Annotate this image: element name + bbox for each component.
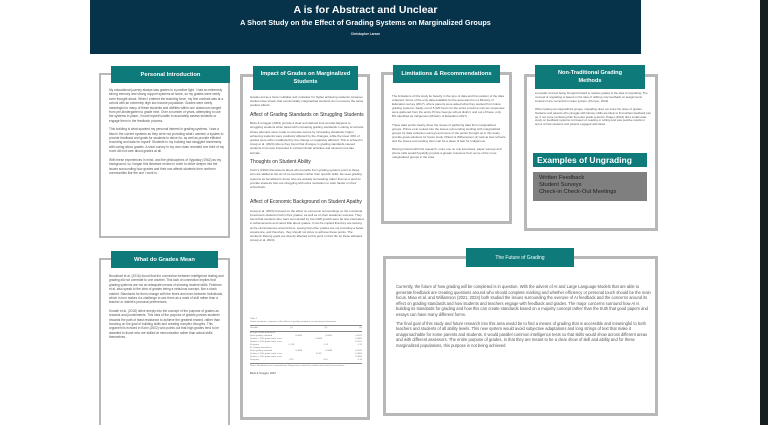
window-edge	[760, 0, 768, 425]
future-of-grading-text	[396, 284, 652, 352]
personal-introduction-text	[109, 88, 225, 179]
paragraph: The final goal of this study and future research into this area would be to find a means of grading that is accessible and meaningful to both teachers and students of all ability levels. This new system would avoid subjective adaptations and long strings of text that make it unapproachable for some parents and students. It would parallel common intelligence tests so that skills would show across different areas and with different assessors. The entire purpose of grades, in that they are meant to be a clear show of skill and ability and for these marginalized populations, this purpose is not being achieved	[396, 320, 648, 348]
betts-grogger-table	[250, 318, 362, 375]
heading-limitations: Limitations & Recommendations	[393, 65, 500, 83]
impact-text	[250, 95, 364, 246]
table-row: Student > 30th grade math score 0.0071	[250, 341, 362, 344]
paragraph: Moving forward with this research, more one on one interviews, paper surveys and phone calls would hopefully provide a greater response from some of the more marginalized groups in the area.	[392, 147, 502, 160]
paragraph: Currently, the future of how grading will be completed is in question. With the advent of AI and Large Language Models that are able to generate feedback are creating questions around who should complete marking and whether efficiency or personal touch should be the main focus. Miao et al. and Williamson (2021; 2024) both studied the issues surrounding the overuse of AI feedback and the concerns around its effect on grading standards and how students and teachers engage with feedback and grades. The major concerns surround how AI is building its standards for grading and how this can create standards based on a majority concept rather than the truth that good papers and essays can have many different forms.	[396, 284, 651, 317]
table-row: State grading standard 0.0063 0.0041 0.0072	[250, 335, 362, 338]
table-row: B. College attendance	[250, 347, 272, 350]
table-source: Betts & Grogger, 2003	[250, 371, 276, 375]
poster-subtitle: A Short Study on the Effect of Grading Systems on Marginalized Groups	[240, 18, 491, 27]
non-traditional-text	[535, 92, 651, 131]
heading-personal-introduction: Personal Introduction	[111, 66, 230, 83]
example-item: Check-in Check-Out Meetings	[539, 189, 617, 195]
paragraph: This building is what sparked my personal interest in grading systems. I saw a flaw in the current systems as they were not providing what I wanted: a system to provide feedback and goals for students to strive for, as well as provide efficient recording and data for myself. Students in my building had struggled immensely with caring about grades. A short survey in my own class revealed one third of my room did not care about grades at all.	[109, 127, 224, 154]
poster-title: A is for Abstract and Unclear	[293, 4, 438, 16]
example-item: Student Surveys	[539, 182, 582, 188]
paragraph: The limitations of this study lie heavily in the type of data and the location of the data collected. Some of the only data available for the area was from a Ministry of Education survey (2017), where parents were asked what they wanted from future grading systems. Sadly, out of 5,320 forms for the entire province only ten responses were gathered from the entire Prince George school district, and out of these, only 8% identified as Indigenous (Ministry of Education 2017).	[392, 94, 505, 119]
table-row: Student < 30th grade math score 0.016 0.0082	[250, 353, 362, 356]
what-do-grades-mean-text	[109, 274, 225, 344]
examples-of-ungrading-heading: Examples of Ungrading	[533, 153, 647, 167]
table-row: Student > 30th grade math score 0.0094	[250, 356, 362, 359]
subheading-student-ability: Thoughts on Student Ability	[250, 158, 311, 165]
subheading-grading-standards: Affect of Grading Standards on Struggling Students	[250, 111, 364, 118]
paragraph: My educational journey always saw grades in a positive light. I had an extremely strong memory and strong support systems at home, so my grades were rarely even thought about. When I entered the teaching force, my first contract was at a school with an extremely high low income population. Grades were rarely meaningful to many of these students and abilities within one classroom ranged from pre-kindergarten to grade nine. Over a number of years, attempting to use the systems in place, I found myself unable to accurately assess students or engage them in the feedback process.	[109, 88, 224, 123]
paragraph: Kunath et al. (2018) delve deeply into the concept of the purpose of grades as rewards and punishments. This idea of the purpose of grades pushes students towards the path of least resistance to achieve the greatest reward, rather than focusing on the goal of building skills and creating complex thoughts. This argument is echoed in Kohn (2002) who points out that high grades tend to be awarded to those who are skilled at memorization rather than actual skills themselves.	[109, 308, 221, 340]
table-row: State grading standard 0.0098 0.0088 0.0073	[250, 350, 362, 353]
table-caption: Grade standards: estimates of the effects of grading standards on educational attainment	[250, 321, 337, 323]
poster-header	[90, 0, 641, 54]
paragraph: Kohn's (1993) discussions about who benefits from grading systems point to those who are skilled at the art of memorization rather than specific skills. He sees grading systems as beneficial to those who are already succeeding rather than as a push to provide students who are struggling with extra motivation to work harder on their schoolwork.	[250, 168, 362, 190]
table-row: R-square 0.126 0.13 0.13	[250, 344, 362, 347]
paragraph: These data points clearly show the issues of gathering data from marginalized groups. Prince et al. looked into the issues surrounding working with marginalized groups for data collection surveys and some of the points brought up in this study provide great solutions for future study. Pitkow & Witherspoon (1) look at how schools and the issues surrounding them can be a place of fear for Indigenous.	[392, 122, 506, 143]
example-item: Written Feedback	[539, 175, 585, 181]
table-header-row: Variable (1) (2) (3)	[250, 326, 362, 329]
poster-author: Christopher Larsen	[350, 32, 381, 36]
paragraph: Brookhart et al. (2016) found that the connection between intelligence testing and grading did not correlate to one another. This lack of connection implies that grading systems are not an adequate means of showing student skills. Feldman et al. also speak to the idea of grades being a nebulous concept, like a stock market. Standards for them change with the times and even between individuals, which in turn makes it a challenge to use them as a mark of skill rather than a teacher or district's personal preferences.	[109, 274, 224, 305]
examples-of-ungrading-list	[533, 172, 647, 201]
table-row: R-square 0.16 0.16 0.16	[250, 359, 362, 362]
paragraph: When looking at marginalized groups, ungrading does not solve the issue of grades. Students and parents who struggle with literacy skills are likely to find written feedback just as, if not more confusing than the letter grade systems. Prager (2024) did a small scale study on feedback systems not based on reading or writing and saw positive results in terms of how students and parents engaged with ideas.	[535, 106, 651, 127]
table-notes: Notes: Standard errors in parentheses. Regressions control for student and school characteristics.	[250, 364, 345, 367]
heading-what-do-grades-mean: What do Grades Mean	[111, 251, 218, 268]
limitations-text	[392, 94, 506, 163]
heading-non-traditional-grading: Non-Traditional Grading Methods	[535, 65, 645, 89]
impact-intro: Grades act as a force multiplier and motivator for higher achieving students, however studies have shown that economically marginalized students do not receive the same positive effects.	[250, 95, 364, 108]
paragraph: Betts & Grogger (2003) provide a clear and defined look at what happens to struggling students when faced with increasing grading standards. Looking at schools where attempts were made to increase scores by increasing standards, higher achieving students were positively affected by the changes, while the lower 20% of grades were either unaffected by the change or negatively affected. This is echoed in Arouji et al. (2024) where they found that changes in grading standards caused students to be less interested in extracurricular activities and caused more late arrivals.	[250, 121, 364, 155]
paragraph: A popular concept being brought forward to replace grades is the idea of ungrading. The concept of ungrading is based on the idea of utilizing only feedback on assignments instead of any numerical or letter system. (Penyon, 2022)	[535, 91, 648, 103]
paragraph: Arouji et al. (2024) focused on the effect on economic surroundings on the emotional investment students had in their grades, as well as on their academic success. They found that students who were surrounded by low GDP growth were far less interested in achievements and cared little about grades. It can be implied that they are looking at the circumstances around them, seeing that other grades are not providing a better experience, and therefore, they should not strive to achieve these points. The students' lifelong goals are directly affected at this point in their life by these attitudes (Arouji et al. 2024).	[250, 208, 364, 243]
table-title: Table 1	[250, 318, 258, 320]
heading-impact-of-grades: Impact of Grades on Marginalized Students	[253, 66, 358, 90]
subheading-economic-background: Affect of Economic Background on Student Apathy	[250, 199, 362, 206]
table-row: A. High school graduation	[250, 332, 276, 335]
paragraph: With these experiences in mind, and the philosophies of Vygotsky (1962) as my background, so I began this literature review in order to delve deeper into the issues surrounding how grades and their use affects students from northern communities like the one I work in.	[109, 157, 222, 175]
table-row: Student < 30th grade math score 0.0068 0.0065	[250, 338, 362, 341]
heading-future-of-grading: The Future of Grading	[466, 248, 574, 267]
